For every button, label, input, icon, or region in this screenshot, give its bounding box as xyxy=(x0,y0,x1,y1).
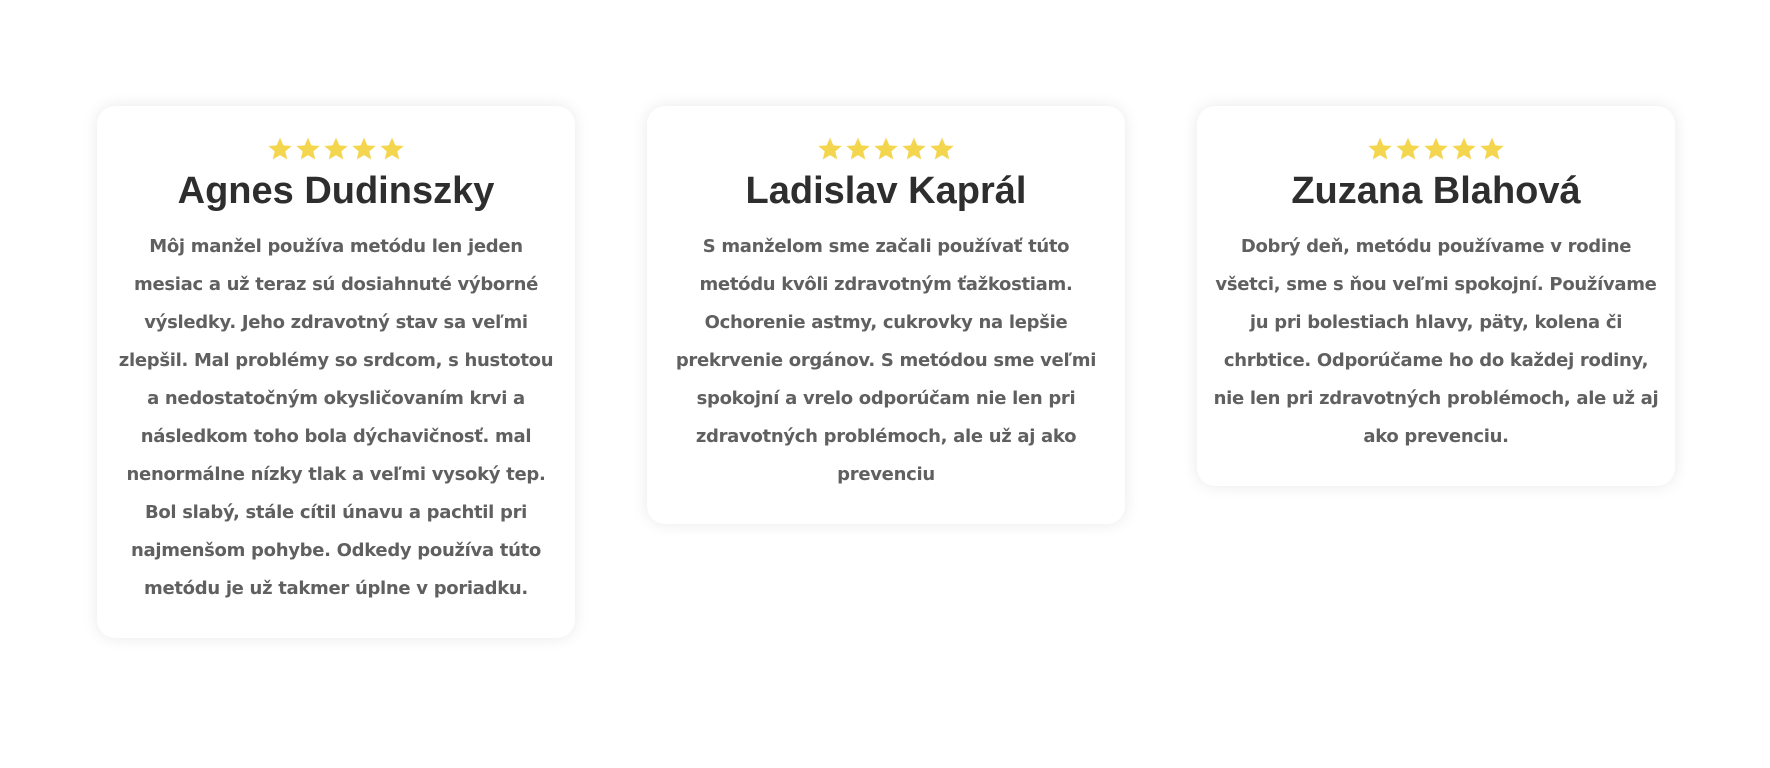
testimonial-text: Môj manžel používa metódu len jeden mesiac a už teraz sú dosiahnuté výborné výsledky. Jeho zdravotný stav sa veľmi zlepšil. Mal problémy so srdcom, s hustotou a nedostatočným okysličovaním krvi a následkom toho bola dýchavičnosť. mal nenormálne nízky tlak a veľmi vysoký tep. Bol slabý, stále cítil únavu a pachtil pri najmenšom pohybe. Odkedy používa túto metódu je už takmer úplne v poriadku. xyxy=(118,236,554,599)
star-icon xyxy=(1451,136,1477,162)
star-rating xyxy=(1213,134,1659,164)
testimonial-text: Dobrý deň, metódu používame v rodine všetci, sme s ňou veľmi spokojní. Používame ju pri bolestiach hlavy, päty, kolena či chrbtice. Odporúčame ho do každej rodiny, nie len pri zdravotných problémoch, ale už aj ako prevenciu. xyxy=(1213,236,1659,447)
star-rating xyxy=(663,134,1109,164)
star-icon xyxy=(901,136,927,162)
star-icon xyxy=(873,136,899,162)
star-icon xyxy=(1395,136,1421,162)
star-icon xyxy=(817,136,843,162)
testimonial-card xyxy=(647,106,1125,524)
testimonial-author: Zuzana Blahová xyxy=(1291,170,1581,212)
testimonial-author: Agnes Dudinszky xyxy=(177,170,495,212)
star-icon xyxy=(379,136,405,162)
star-icon xyxy=(929,136,955,162)
star-icon xyxy=(1367,136,1393,162)
star-icon xyxy=(351,136,377,162)
star-icon xyxy=(267,136,293,162)
testimonials-section xyxy=(97,106,1675,638)
star-icon xyxy=(1479,136,1505,162)
testimonial-text: S manželom sme začali používať túto metódu kvôli zdravotným ťažkostiam. Ochorenie astmy, cukrovky na lepšie prekrvenie orgánov. S metódou sme veľmi spokojní a vrelo odporúčam nie len pri zdravotných problémoch, ale už aj ako prevenciu xyxy=(675,236,1097,485)
testimonial-card xyxy=(1197,106,1675,486)
testimonial-author: Ladislav Kaprál xyxy=(745,170,1027,212)
star-icon xyxy=(845,136,871,162)
star-icon xyxy=(295,136,321,162)
testimonial-card xyxy=(97,106,575,638)
star-rating xyxy=(113,134,559,164)
star-icon xyxy=(1423,136,1449,162)
star-icon xyxy=(323,136,349,162)
